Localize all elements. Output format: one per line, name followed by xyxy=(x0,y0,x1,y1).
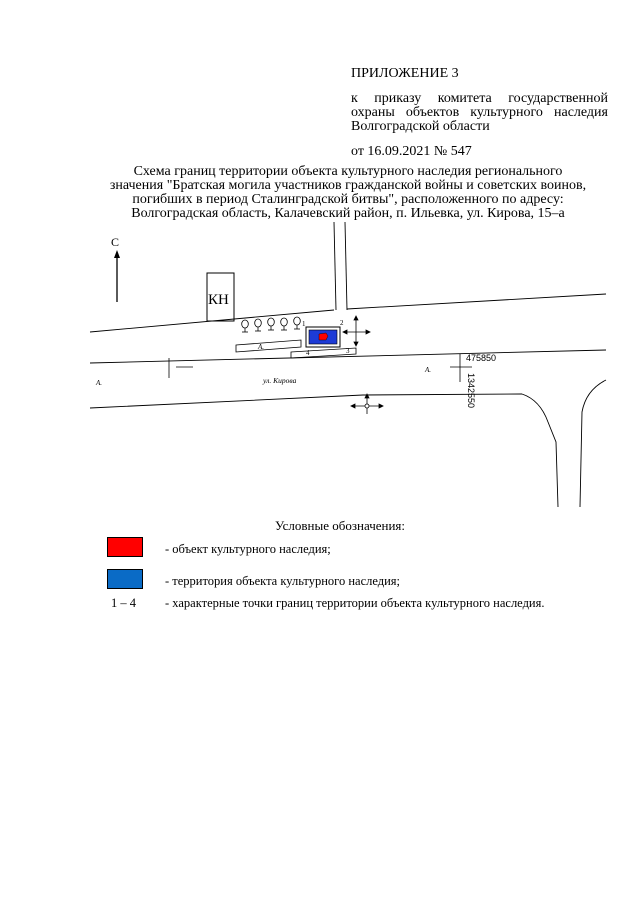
street-upper-edge xyxy=(347,294,606,309)
sidewalk-strip xyxy=(236,340,301,352)
asphalt-label: А. xyxy=(96,379,103,387)
street-label: ул. Кирова xyxy=(263,376,297,385)
street-lower-edge xyxy=(90,394,522,408)
order-reference-line-1: к приказу комитета государственной xyxy=(351,91,608,106)
legend-points-text: - характерные точки границ территории объекта культурного наследия. xyxy=(165,596,545,610)
point-label: 4 xyxy=(306,349,310,357)
order-date: от 16.09.2021 № 547 xyxy=(351,144,472,159)
building-label: КН xyxy=(208,292,229,308)
asphalt-label: А. xyxy=(425,366,432,374)
road-curve xyxy=(522,394,558,507)
legend-swatch-territory xyxy=(107,569,143,589)
tree-icon xyxy=(294,317,301,329)
coordinate-y: 475850 xyxy=(466,353,497,363)
document-title xyxy=(78,165,618,221)
direction-cross-icon xyxy=(343,316,370,346)
boundary-map xyxy=(88,222,608,507)
legend-object-text: - объект культурного наследия; xyxy=(165,542,331,556)
legend-territory-text: - территория объекта культурного наследия; xyxy=(165,574,401,588)
heritage-object xyxy=(319,333,328,340)
road-edge xyxy=(334,222,336,310)
trees xyxy=(242,317,301,332)
point-label: 2 xyxy=(340,319,344,327)
legend-title: Условные обозначения: xyxy=(275,518,406,533)
legend-points-symbol: 1 – 4 xyxy=(111,596,136,610)
title-line: Волгоградская область, Калачевский район, п. Ильевка, ул. Кирова, 15–а xyxy=(131,206,565,221)
legend-swatch-object xyxy=(107,537,143,557)
sidewalk-label: А. xyxy=(258,343,265,351)
point-label: 1 xyxy=(302,320,306,328)
title-line: значения "Братская могила участников гражданской войны и советских воинов, xyxy=(109,178,587,193)
title-line: погибших в период Сталинградской битвы", расположенного по адресу: xyxy=(132,192,564,207)
tree-icon xyxy=(268,318,275,330)
title-line: Схема границ территории объекта культурного наследия регионального xyxy=(133,164,563,179)
tree-icon xyxy=(281,318,288,330)
north-arrowhead-icon xyxy=(114,250,120,258)
coordinate-x: 1342550 xyxy=(466,373,476,409)
road-edge xyxy=(345,222,347,310)
road-curve xyxy=(580,380,606,507)
order-reference-line-2: охраны объектов культурного наследия xyxy=(351,105,608,120)
direction-cross-icon xyxy=(351,394,383,414)
tree-icon xyxy=(242,320,249,332)
point-label: 3 xyxy=(346,347,350,355)
appendix-label: ПРИЛОЖЕНИЕ 3 xyxy=(351,66,459,81)
tree-icon xyxy=(255,319,262,331)
north-label: С xyxy=(111,235,120,249)
order-reference-line-3: Волгоградской области xyxy=(351,119,490,134)
